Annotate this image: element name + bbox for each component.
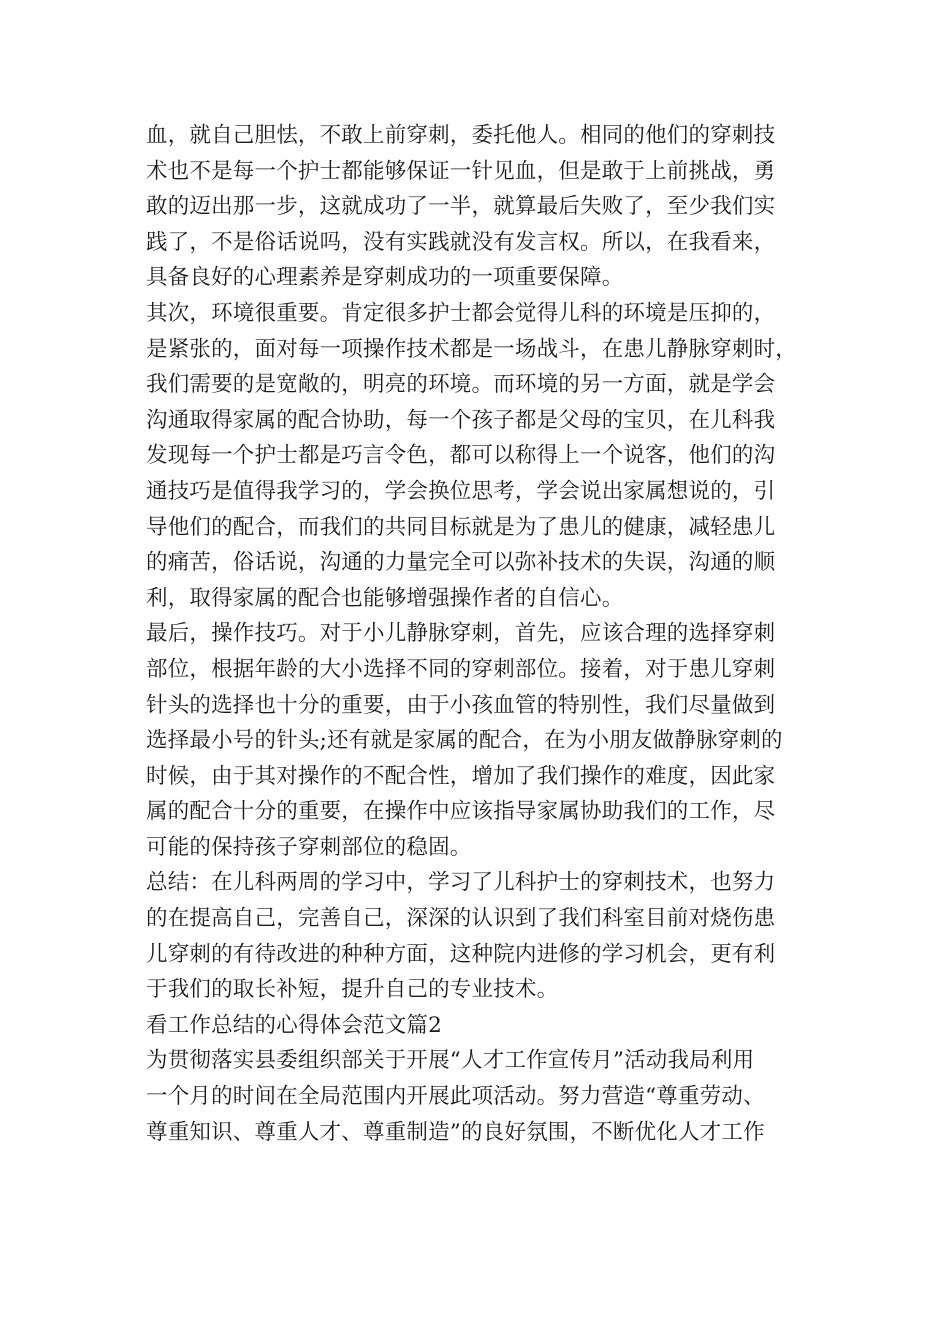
text-line: 导他们的配合，而我们的共同目标就是为了患儿的健康，减轻患儿 — [146, 514, 776, 540]
text-line: 沟通取得家属的配合协助，每一个孩子都是父母的宝贝，在儿科我 — [146, 407, 776, 433]
text-line: 部位，根据年龄的大小选择不同的穿刺部位。接着，对于患儿穿刺 — [146, 656, 776, 682]
section-heading: 看工作总结的心得体会范文篇2 — [146, 1012, 442, 1038]
text-line: 我们需要的是宽敞的，明亮的环境。而环境的另一方面，就是学会 — [146, 372, 776, 398]
text-line: 最后，操作技巧。对于小儿静脉穿刺，首先，应该合理的选择穿刺 — [146, 621, 776, 647]
text-line: 是紧张的，面对每一项操作技术都是一场战斗，在患儿静脉穿刺时， — [146, 336, 798, 362]
text-line: 为贯彻落实县委组织部关于开展“人才工作宣传月”活动我局利用 — [146, 1048, 755, 1074]
text-line: 于我们的取长补短，提升自己的专业技术。 — [146, 977, 559, 1003]
text-line: 践了，不是俗话说吗，没有实践就没有发言权。所以，在我看来， — [146, 229, 776, 255]
text-line: 利，取得家属的配合也能够增强操作者的自信心。 — [146, 585, 624, 611]
text-line: 血，就自己胆怯，不敢上前穿刺，委托他人。相同的他们的穿刺技 — [146, 123, 776, 148]
text-line: 敢的迈出那一步，这就成功了一半，就算最后失败了，至少我们实 — [146, 194, 776, 220]
text-line: 尊重知识、尊重人才、尊重制造”的良好氛围，不断优化人才工作 — [146, 1119, 765, 1145]
text-line: 的在提高自己，完善自己，深深的认识到了我们科室目前对烧伤患 — [146, 906, 776, 932]
text-line: 总结：在儿科两周的学习中，学习了儿科护士的穿刺技术，也努力 — [146, 870, 776, 896]
text-line: 的痛苦，俗话说，沟通的力量完全可以弥补技术的失误，沟通的顺 — [146, 550, 776, 576]
text-line: 时候，由于其对操作的不配合性，增加了我们操作的难度，因此家 — [146, 763, 776, 789]
text-line: 术也不是每一个护士都能够保证一针见血，但是敢于上前挑战，勇 — [146, 158, 776, 184]
text-line: 具备良好的心理素养是穿刺成功的一项重要保障。 — [146, 265, 624, 291]
text-line: 可能的保持孩子穿刺部位的稳固。 — [146, 834, 472, 860]
text-line: 发现每一个护士都是巧言令色，都可以称得上一个说客，他们的沟 — [146, 443, 776, 469]
text-line: 选择最小号的针头;还有就是家属的配合，在为小朋友做静脉穿刺的 — [146, 728, 783, 754]
document-body — [146, 118, 808, 1150]
text-line: 一个月的时间在全局范围内开展此项活动。努力营造“尊重劳动、 — [146, 1084, 765, 1110]
text-line: 儿穿刺的有待改进的种种方面，这种院内进修的学习机会，更有利 — [146, 941, 776, 967]
text-line: 通技巧是值得我学习的，学会换位思考，学会说出家属想说的，引 — [146, 478, 776, 504]
text-line: 其次，环境很重要。肯定很多护士都会觉得儿科的环境是压抑的， — [146, 300, 776, 326]
text-line: 针头的选择也十分的重要，由于小孩血管的特别性，我们尽量做到 — [146, 692, 776, 718]
text-line: 属的配合十分的重要，在操作中应该指导家属协助我们的工作，尽 — [146, 799, 776, 825]
